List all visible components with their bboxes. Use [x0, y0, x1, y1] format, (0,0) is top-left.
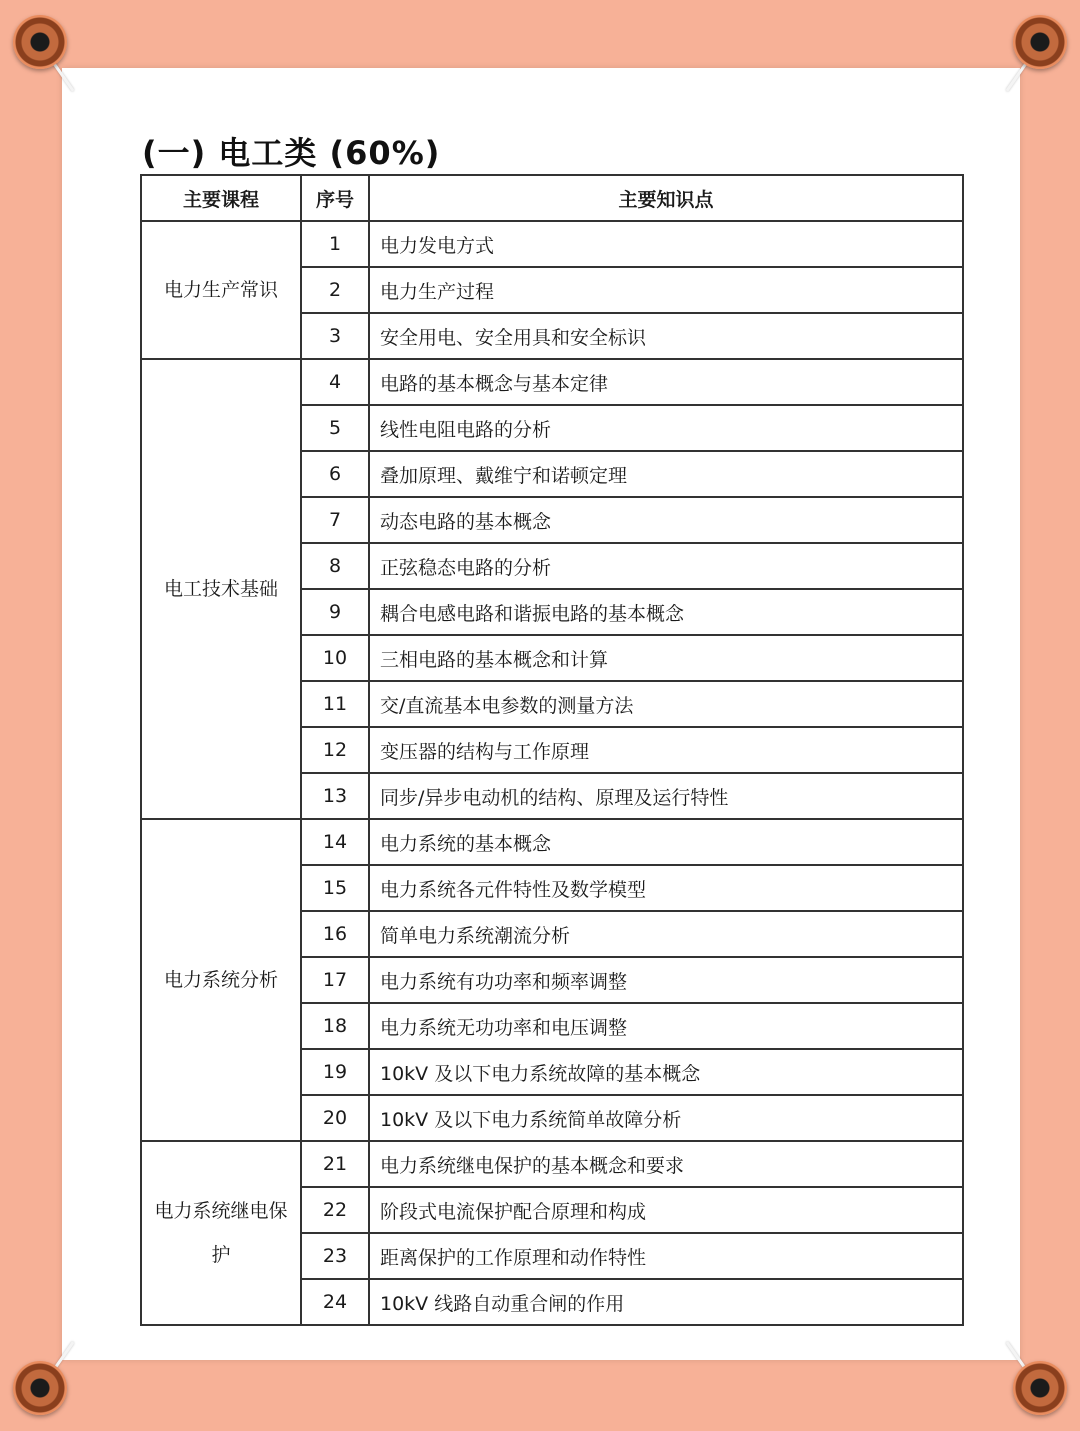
topic-cell: 动态电路的基本概念 — [369, 497, 963, 543]
number-cell: 13 — [301, 773, 369, 819]
number-cell: 10 — [301, 635, 369, 681]
course-cell: 电力系统分析 — [141, 819, 301, 1141]
number-cell: 23 — [301, 1233, 369, 1279]
number-cell: 5 — [301, 405, 369, 451]
course-cell: 电力系统继电保护 — [141, 1141, 301, 1325]
topic-cell: 简单电力系统潮流分析 — [369, 911, 963, 957]
number-cell: 22 — [301, 1187, 369, 1233]
topic-cell: 电力系统继电保护的基本概念和要求 — [369, 1141, 963, 1187]
topic-cell: 电力发电方式 — [369, 221, 963, 267]
number-cell: 14 — [301, 819, 369, 865]
topic-cell: 三相电路的基本概念和计算 — [369, 635, 963, 681]
topic-cell: 距离保护的工作原理和动作特性 — [369, 1233, 963, 1279]
topic-cell: 阶段式电流保护配合原理和构成 — [369, 1187, 963, 1233]
table-header-row — [141, 175, 963, 221]
number-cell: 21 — [301, 1141, 369, 1187]
number-cell: 16 — [301, 911, 369, 957]
topic-cell: 交/直流基本电参数的测量方法 — [369, 681, 963, 727]
number-cell: 8 — [301, 543, 369, 589]
topic-cell: 电路的基本概念与基本定律 — [369, 359, 963, 405]
number-cell: 2 — [301, 267, 369, 313]
number-cell: 18 — [301, 1003, 369, 1049]
number-cell: 12 — [301, 727, 369, 773]
grommet-icon — [13, 15, 67, 69]
table-row — [141, 359, 963, 405]
topic-cell: 10kV 线路自动重合闸的作用 — [369, 1279, 963, 1325]
header-topic: 主要知识点 — [369, 175, 963, 221]
number-cell: 20 — [301, 1095, 369, 1141]
table-body — [141, 221, 963, 1325]
topic-cell: 同步/异步电动机的结构、原理及运行特性 — [369, 773, 963, 819]
number-cell: 19 — [301, 1049, 369, 1095]
number-cell: 17 — [301, 957, 369, 1003]
grommet-icon — [1013, 1361, 1067, 1415]
topic-cell: 电力系统各元件特性及数学模型 — [369, 865, 963, 911]
number-cell: 3 — [301, 313, 369, 359]
course-cell: 电力生产常识 — [141, 221, 301, 359]
number-cell: 9 — [301, 589, 369, 635]
topic-cell: 耦合电感电路和谐振电路的基本概念 — [369, 589, 963, 635]
header-course: 主要课程 — [141, 175, 301, 221]
table-row — [141, 221, 963, 267]
number-cell: 24 — [301, 1279, 369, 1325]
grommet-icon — [1013, 15, 1067, 69]
number-cell: 6 — [301, 451, 369, 497]
section-title: (一) 电工类 (60%) — [142, 134, 441, 172]
topic-cell: 10kV 及以下电力系统故障的基本概念 — [369, 1049, 963, 1095]
table-row — [141, 1141, 963, 1187]
grommet-icon — [13, 1361, 67, 1415]
topic-cell: 叠加原理、戴维宁和诺顿定理 — [369, 451, 963, 497]
topic-cell: 电力系统无功功率和电压调整 — [369, 1003, 963, 1049]
topic-cell: 正弦稳态电路的分析 — [369, 543, 963, 589]
number-cell: 7 — [301, 497, 369, 543]
header-number: 序号 — [301, 175, 369, 221]
number-cell: 15 — [301, 865, 369, 911]
number-cell: 4 — [301, 359, 369, 405]
topic-cell: 电力系统的基本概念 — [369, 819, 963, 865]
table-row — [141, 819, 963, 865]
topic-cell: 线性电阻电路的分析 — [369, 405, 963, 451]
syllabus-table — [140, 174, 964, 1326]
topic-cell: 安全用电、安全用具和安全标识 — [369, 313, 963, 359]
number-cell: 1 — [301, 221, 369, 267]
topic-cell: 变压器的结构与工作原理 — [369, 727, 963, 773]
topic-cell: 10kV 及以下电力系统简单故障分析 — [369, 1095, 963, 1141]
number-cell: 11 — [301, 681, 369, 727]
topic-cell: 电力生产过程 — [369, 267, 963, 313]
topic-cell: 电力系统有功功率和频率调整 — [369, 957, 963, 1003]
course-cell: 电工技术基础 — [141, 359, 301, 819]
